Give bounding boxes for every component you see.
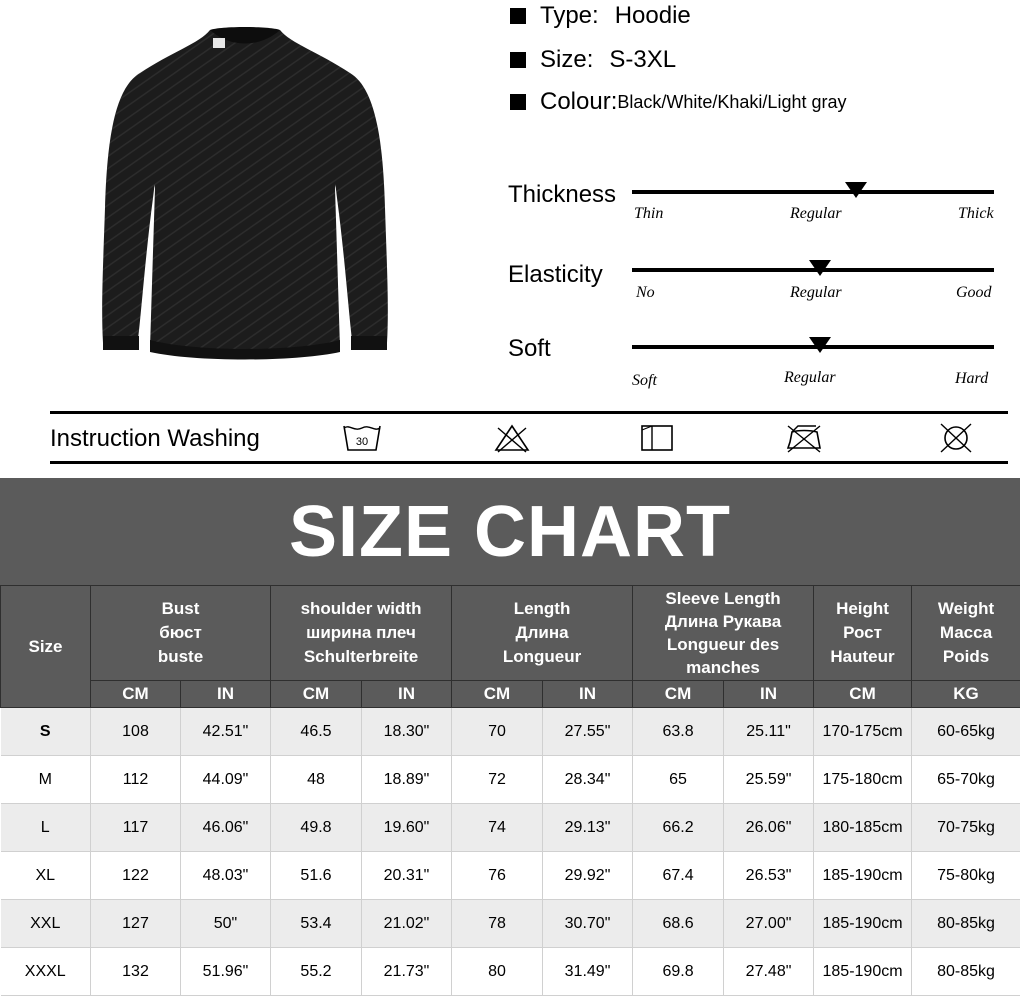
scale-soft-label: Soft — [508, 335, 551, 362]
table-cell: 51.6 — [271, 852, 362, 900]
table-cell: 117 — [91, 804, 181, 852]
table-cell: 48 — [271, 756, 362, 804]
table-cell: 185-190cm — [814, 900, 912, 948]
table-cell: 25.59" — [724, 756, 814, 804]
table-cell: 76 — [452, 852, 543, 900]
table-cell: 70-75kg — [912, 804, 1020, 852]
scale-soft-high: Hard — [955, 370, 989, 387]
table-cell: 18.89" — [362, 756, 452, 804]
table-cell: 67.4 — [633, 852, 724, 900]
table-row — [1, 708, 1020, 756]
scale-soft-low: Soft — [632, 372, 657, 389]
header-bust: Bust бюст buste — [91, 586, 271, 681]
table-cell: M — [1, 756, 91, 804]
table-cell: 21.02" — [362, 900, 452, 948]
table-cell: 28.34" — [543, 756, 633, 804]
size-chart-body — [1, 708, 1020, 996]
scale-elasticity-label: Elasticity — [508, 261, 603, 288]
table-row — [1, 852, 1020, 900]
table-cell: 49.8 — [271, 804, 362, 852]
table-row — [1, 804, 1020, 852]
table-cell: 30.70" — [543, 900, 633, 948]
table-cell: 70 — [452, 708, 543, 756]
table-cell: 27.48" — [724, 948, 814, 996]
unit-length-cm: CM — [452, 681, 543, 708]
unit-shoulder-cm: CM — [271, 681, 362, 708]
scale-elasticity-low: No — [636, 284, 655, 301]
washing-top-divider — [50, 411, 1008, 414]
spec-size-label: Size: — [540, 46, 594, 73]
table-cell: 42.51" — [181, 708, 271, 756]
no-bleach-icon — [492, 420, 532, 456]
wash-temp-text: 30 — [355, 436, 369, 448]
no-iron-icon — [784, 420, 824, 456]
scale-thickness-line — [632, 190, 994, 194]
table-cell: 65-70kg — [912, 756, 1020, 804]
spec-size-value: S-3XL — [609, 46, 677, 73]
table-cell: 122 — [91, 852, 181, 900]
table-cell: 51.96" — [181, 948, 271, 996]
table-cell: 68.6 — [633, 900, 724, 948]
table-cell: 27.00" — [724, 900, 814, 948]
unit-weight-kg: KG — [912, 681, 1020, 708]
spec-size — [508, 44, 676, 76]
table-cell: 185-190cm — [814, 852, 912, 900]
table-cell: 26.06" — [724, 804, 814, 852]
size-chart-title: SIZE CHART — [289, 491, 731, 572]
header-height: Height Рост Hauteur — [814, 586, 912, 681]
table-cell: 27.55" — [543, 708, 633, 756]
unit-bust-in: IN — [181, 681, 271, 708]
spec-type-value: Hoodie — [614, 2, 691, 29]
wash-30-icon — [342, 420, 382, 456]
table-cell: 31.49" — [543, 948, 633, 996]
table-cell: 53.4 — [271, 900, 362, 948]
spec-colour-value: Black/White/Khaki/Light gray — [617, 91, 847, 112]
table-cell: 69.8 — [633, 948, 724, 996]
table-cell: 170-175cm — [814, 708, 912, 756]
table-cell: 25.11" — [724, 708, 814, 756]
scale-thickness-mid: Regular — [790, 205, 842, 222]
table-cell: 44.09" — [181, 756, 271, 804]
table-cell: 21.73" — [362, 948, 452, 996]
washing-title: Instruction Washing — [50, 425, 260, 452]
spec-type — [508, 0, 691, 32]
table-cell: 80-85kg — [912, 900, 1020, 948]
spec-colour-label: Colour: — [540, 88, 618, 115]
unit-height-cm: CM — [814, 681, 912, 708]
unit-length-in: IN — [543, 681, 633, 708]
table-cell: 48.03" — [181, 852, 271, 900]
table-cell: 132 — [91, 948, 181, 996]
table-cell: 55.2 — [271, 948, 362, 996]
unit-shoulder-in: IN — [362, 681, 452, 708]
unit-sleeve-cm: CM — [633, 681, 724, 708]
scale-thickness-low: Thin — [634, 205, 664, 222]
hoodie-image — [95, 18, 395, 363]
table-cell: 175-180cm — [814, 756, 912, 804]
scale-thickness-marker — [845, 182, 867, 198]
table-cell: 80-85kg — [912, 948, 1020, 996]
table-cell: 26.53" — [724, 852, 814, 900]
line-dry-icon — [638, 420, 678, 456]
size-chart-table — [0, 585, 1020, 996]
bullet-square-icon — [510, 8, 526, 24]
header-weight: Weight Масса Poids — [912, 586, 1020, 681]
bullet-square-icon — [510, 52, 526, 68]
scale-elasticity-high: Good — [956, 284, 992, 301]
table-cell: 75-80kg — [912, 852, 1020, 900]
table-row — [1, 900, 1020, 948]
table-cell: XL — [1, 852, 91, 900]
size-header: Size — [1, 586, 91, 708]
table-cell: 29.13" — [543, 804, 633, 852]
no-dry-clean-icon — [936, 420, 976, 456]
table-cell: 66.2 — [633, 804, 724, 852]
table-cell: 63.8 — [633, 708, 724, 756]
scale-thickness-high: Thick — [958, 205, 994, 222]
table-cell: 18.30" — [362, 708, 452, 756]
table-cell: 50" — [181, 900, 271, 948]
spec-type-label: Type: — [540, 2, 599, 29]
table-cell: 46.06" — [181, 804, 271, 852]
table-cell: 74 — [452, 804, 543, 852]
table-cell: 20.31" — [362, 852, 452, 900]
table-cell: 19.60" — [362, 804, 452, 852]
table-cell: 112 — [91, 756, 181, 804]
unit-bust-cm: CM — [91, 681, 181, 708]
table-cell: 29.92" — [543, 852, 633, 900]
table-cell: 108 — [91, 708, 181, 756]
scale-soft-mid: Regular — [784, 369, 836, 386]
table-row — [1, 948, 1020, 996]
table-cell: 60-65kg — [912, 708, 1020, 756]
table-cell: 127 — [91, 900, 181, 948]
scale-elasticity-mid: Regular — [790, 284, 842, 301]
table-cell: 80 — [452, 948, 543, 996]
table-cell: S — [1, 708, 91, 756]
table-row — [1, 756, 1020, 804]
header-shoulder-width: shoulder width ширина плеч Schulterbreite — [271, 586, 452, 681]
washing-bottom-divider — [50, 461, 1008, 464]
table-cell: 78 — [452, 900, 543, 948]
table-cell: 185-190cm — [814, 948, 912, 996]
header-length: Length Длина Longueur — [452, 586, 633, 681]
scale-elasticity-marker — [809, 260, 831, 276]
header-sleeve-length: Sleeve Length Длина Рукава Longueur des manches — [633, 586, 814, 681]
table-cell: 180-185cm — [814, 804, 912, 852]
spec-colour — [508, 86, 846, 118]
table-cell: 46.5 — [271, 708, 362, 756]
unit-sleeve-in: IN — [724, 681, 814, 708]
scale-soft-marker — [809, 337, 831, 353]
table-cell: 72 — [452, 756, 543, 804]
table-cell: XXXL — [1, 948, 91, 996]
table-cell: 65 — [633, 756, 724, 804]
table-cell: L — [1, 804, 91, 852]
bullet-square-icon — [510, 94, 526, 110]
scale-thickness-label: Thickness — [508, 181, 617, 208]
table-cell: XXL — [1, 900, 91, 948]
